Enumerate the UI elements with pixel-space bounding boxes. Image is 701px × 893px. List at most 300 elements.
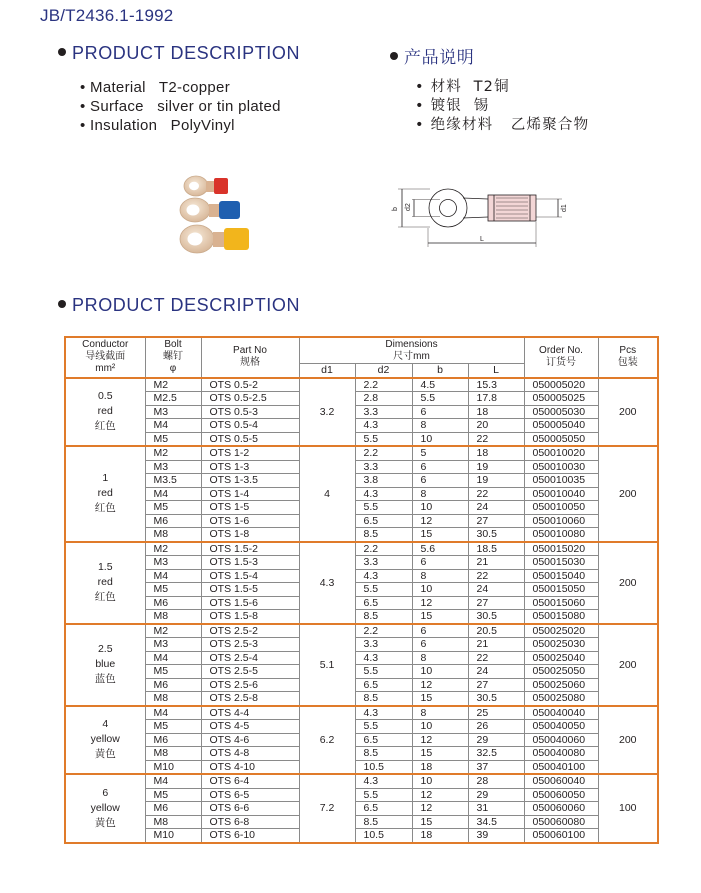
- b-cell: 12: [412, 788, 468, 802]
- d1-cell: 3.2: [299, 378, 355, 447]
- b-cell: 6: [412, 624, 468, 638]
- table-row: [65, 392, 658, 406]
- conductor-color-en: red: [97, 487, 113, 500]
- order-no-cell: 050010040: [524, 487, 598, 501]
- part-no-cell: OTS 1.5-4: [201, 569, 299, 583]
- conductor-size: 6: [102, 786, 109, 799]
- table-row: [65, 419, 658, 433]
- b-cell: 4.5: [412, 378, 468, 392]
- d2-cell: 5.5: [355, 501, 412, 515]
- b-cell: 18: [412, 829, 468, 843]
- part-no-cell: OTS 0.5-3: [201, 405, 299, 419]
- table-row: [65, 747, 658, 761]
- part-no-cell: OTS 1-6: [201, 514, 299, 528]
- table-row: [65, 378, 658, 392]
- desc-label: Material: [90, 79, 146, 96]
- table-row: [65, 583, 658, 597]
- b-cell: 8: [412, 651, 468, 665]
- bolt-cell: M2: [145, 542, 201, 556]
- d2-cell: 5.5: [355, 583, 412, 597]
- b-cell: 15: [412, 528, 468, 542]
- section-heading-table-text: PRODUCT DESCRIPTION: [72, 295, 301, 315]
- d2-cell: 2.2: [355, 624, 412, 638]
- dim-label-L: L: [480, 236, 484, 243]
- bolt-cell: M5: [145, 501, 201, 515]
- header-pcs: [598, 337, 658, 378]
- part-no-cell: OTS 1-3: [201, 460, 299, 474]
- table-row: [65, 692, 658, 706]
- standard-number: JB/T2436.1-1992: [40, 6, 174, 25]
- table-row: [65, 651, 658, 665]
- L-cell: 29: [468, 733, 524, 747]
- L-cell: 21: [468, 556, 524, 570]
- table-row: [65, 446, 658, 460]
- bolt-cell: M4: [145, 651, 201, 665]
- bolt-cell: M10: [145, 829, 201, 843]
- header-dims-en: Dimensions: [385, 338, 438, 350]
- table-row: [65, 706, 658, 720]
- header-order-cn: 订货号: [546, 357, 576, 369]
- part-no-cell: OTS 2.5-8: [201, 692, 299, 706]
- bolt-cell: M8: [145, 747, 201, 761]
- L-cell: 19: [468, 460, 524, 474]
- order-no-cell: 050010050: [524, 501, 598, 515]
- part-no-cell: OTS 1-2: [201, 446, 299, 460]
- L-cell: 22: [468, 432, 524, 446]
- L-cell: 30.5: [468, 610, 524, 624]
- conductor-color-cn: 黄色: [94, 748, 116, 761]
- section-heading-cn: [390, 43, 474, 68]
- order-no-cell: 050010020: [524, 446, 598, 460]
- pcs-cell: 100: [598, 774, 658, 843]
- bolt-cell: M3: [145, 460, 201, 474]
- L-cell: 24: [468, 583, 524, 597]
- table-row: [65, 720, 658, 734]
- L-cell: 22: [468, 569, 524, 583]
- order-no-cell: 050005050: [524, 432, 598, 446]
- conductor-color-cn: 红色: [94, 420, 116, 433]
- desc-label: 材料: [430, 79, 462, 95]
- order-no-cell: 050040080: [524, 747, 598, 761]
- L-cell: 31: [468, 802, 524, 816]
- b-cell: 10: [412, 665, 468, 679]
- bolt-cell: M8: [145, 815, 201, 829]
- order-no-cell: 050010030: [524, 460, 598, 474]
- order-no-cell: 050040100: [524, 760, 598, 774]
- part-no-cell: OTS 6-5: [201, 788, 299, 802]
- b-cell: 5.6: [412, 542, 468, 556]
- dim-label-d1: d1: [561, 204, 568, 212]
- d2-cell: 8.5: [355, 528, 412, 542]
- order-no-cell: 050040040: [524, 706, 598, 720]
- order-no-cell: 050005030: [524, 405, 598, 419]
- conductor-cell: [65, 378, 145, 447]
- part-no-cell: OTS 1-3.5: [201, 474, 299, 488]
- part-no-cell: OTS 1.5-8: [201, 610, 299, 624]
- d2-cell: 6.5: [355, 678, 412, 692]
- d1-cell: 6.2: [299, 706, 355, 775]
- part-no-cell: OTS 1-8: [201, 528, 299, 542]
- order-no-cell: 050015020: [524, 542, 598, 556]
- L-cell: 39: [468, 829, 524, 843]
- part-no-cell: OTS 1.5-5: [201, 583, 299, 597]
- conductor-color-en: blue: [95, 658, 116, 670]
- order-no-cell: 050025080: [524, 692, 598, 706]
- order-no-cell: 050060100: [524, 829, 598, 843]
- d2-cell: 6.5: [355, 802, 412, 816]
- bolt-cell: M3: [145, 556, 201, 570]
- part-no-cell: OTS 1.5-2: [201, 542, 299, 556]
- description-list-cn: [415, 78, 589, 135]
- dimension-drawing: [388, 186, 574, 250]
- d2-cell: 5.5: [355, 788, 412, 802]
- part-no-cell: OTS 4-5: [201, 720, 299, 734]
- L-cell: 19: [468, 474, 524, 488]
- header-part-cn: 规格: [240, 357, 260, 369]
- part-no-cell: OTS 4-10: [201, 760, 299, 774]
- header-dims-cn: 尺寸mm: [393, 350, 430, 362]
- desc-label: Surface: [90, 98, 144, 115]
- description-item: • 材料 T2铜: [415, 79, 510, 95]
- yellow-terminal-icon: [180, 225, 249, 253]
- bolt-cell: M4: [145, 706, 201, 720]
- conductor-color-cn: 蓝色: [94, 673, 116, 685]
- L-cell: 37: [468, 760, 524, 774]
- L-cell: 32.5: [468, 747, 524, 761]
- L-cell: 27: [468, 596, 524, 610]
- order-no-cell: 050005025: [524, 392, 598, 406]
- bolt-cell: M3: [145, 638, 201, 652]
- bolt-cell: M5: [145, 432, 201, 446]
- red-terminal-icon: [184, 176, 228, 196]
- desc-value: T2铜: [473, 79, 510, 95]
- b-cell: 6: [412, 638, 468, 652]
- section-heading-en-text: PRODUCT DESCRIPTION: [72, 43, 301, 63]
- part-no-cell: OTS 1-4: [201, 487, 299, 501]
- table-row: [65, 556, 658, 570]
- L-cell: 18: [468, 405, 524, 419]
- b-cell: 6: [412, 474, 468, 488]
- table-row: [65, 788, 658, 802]
- table-row: [65, 815, 658, 829]
- d2-cell: 8.5: [355, 815, 412, 829]
- header-pcs-cn: 包装: [617, 357, 638, 369]
- order-no-cell: 050010060: [524, 514, 598, 528]
- desc-label: 镀银: [430, 98, 462, 114]
- part-no-cell: OTS 2.5-3: [201, 638, 299, 652]
- conductor-cell: [65, 706, 145, 775]
- table-row: [65, 665, 658, 679]
- L-cell: 20.5: [468, 624, 524, 638]
- d1-cell: 4: [299, 446, 355, 542]
- order-no-cell: 050040060: [524, 733, 598, 747]
- L-cell: 28: [468, 774, 524, 788]
- desc-value: 锡: [473, 98, 490, 114]
- b-cell: 12: [412, 678, 468, 692]
- d2-cell: 8.5: [355, 692, 412, 706]
- part-no-cell: OTS 4-6: [201, 733, 299, 747]
- table-row: [65, 569, 658, 583]
- b-cell: 8: [412, 419, 468, 433]
- order-no-cell: 050010080: [524, 528, 598, 542]
- pcs-cell: 200: [598, 378, 658, 447]
- table-row: [65, 596, 658, 610]
- d2-cell: 5.5: [355, 720, 412, 734]
- table-row: [65, 528, 658, 542]
- header-bolt-cn: 螺钉: [163, 351, 183, 363]
- desc-value: PolyVinyl: [170, 117, 235, 134]
- terminal-photo-image: [178, 172, 258, 258]
- conductor-color-en: red: [97, 405, 113, 418]
- d2-cell: 2.2: [355, 446, 412, 460]
- order-no-cell: 050060080: [524, 815, 598, 829]
- d2-cell: 3.3: [355, 405, 412, 419]
- bolt-cell: M2.5: [145, 392, 201, 406]
- b-cell: 10: [412, 432, 468, 446]
- d2-cell: 5.5: [355, 665, 412, 679]
- order-no-cell: 050015040: [524, 569, 598, 583]
- table-row: [65, 638, 658, 652]
- table-row: [65, 514, 658, 528]
- table-row: [65, 487, 658, 501]
- header-bolt-sym: φ: [169, 363, 177, 375]
- table-row: [65, 802, 658, 816]
- header-conductor-en: Conductor: [82, 339, 129, 351]
- b-cell: 10: [412, 583, 468, 597]
- d1-cell: 7.2: [299, 774, 355, 843]
- bolt-cell: M5: [145, 583, 201, 597]
- bolt-cell: M10: [145, 760, 201, 774]
- d2-cell: 4.3: [355, 706, 412, 720]
- L-cell: 17.8: [468, 392, 524, 406]
- d2-cell: 8.5: [355, 747, 412, 761]
- header-part-en: Part No: [233, 345, 267, 357]
- part-no-cell: OTS 6-10: [201, 829, 299, 843]
- header-dimensions: [299, 337, 524, 364]
- dim-label-d2: d2: [405, 203, 412, 211]
- description-item: • 镀银 锡: [415, 98, 490, 114]
- header-d1: d1: [299, 364, 355, 378]
- order-no-cell: 050025040: [524, 651, 598, 665]
- b-cell: 6: [412, 556, 468, 570]
- description-list-en: [80, 78, 281, 135]
- b-cell: 12: [412, 596, 468, 610]
- bolt-cell: M2: [145, 446, 201, 460]
- description-item: • 绝缘材料 乙烯聚合物: [415, 117, 590, 133]
- bolt-cell: M4: [145, 487, 201, 501]
- header-bolt: [145, 337, 201, 378]
- blue-terminal-icon: [180, 198, 240, 222]
- part-no-cell: OTS 0.5-5: [201, 432, 299, 446]
- conductor-color-cn: 红色: [94, 591, 116, 603]
- b-cell: 10: [412, 501, 468, 515]
- conductor-cell: [65, 446, 145, 542]
- conductor-color-en: yellow: [90, 801, 120, 814]
- conductor-color-cn: 红色: [94, 502, 116, 515]
- L-cell: 22: [468, 487, 524, 501]
- L-cell: 27: [468, 678, 524, 692]
- spec-table: [64, 336, 659, 844]
- bullet-dot: [390, 52, 398, 60]
- header-conductor: [65, 337, 145, 378]
- table-row: [65, 678, 658, 692]
- L-cell: 21: [468, 638, 524, 652]
- order-no-cell: 050015030: [524, 556, 598, 570]
- table-row: [65, 474, 658, 488]
- bolt-cell: M3.5: [145, 474, 201, 488]
- order-no-cell: 050015080: [524, 610, 598, 624]
- d2-cell: 2.8: [355, 392, 412, 406]
- dim-label-b: b: [392, 207, 399, 211]
- table-row: [65, 733, 658, 747]
- d2-cell: 6.5: [355, 733, 412, 747]
- b-cell: 5.5: [412, 392, 468, 406]
- order-no-cell: 050015050: [524, 583, 598, 597]
- b-cell: 18: [412, 760, 468, 774]
- b-cell: 8: [412, 706, 468, 720]
- desc-value: T2-copper: [158, 79, 230, 96]
- L-cell: 15.3: [468, 378, 524, 392]
- b-cell: 15: [412, 610, 468, 624]
- d2-cell: 3.3: [355, 638, 412, 652]
- desc-value: 乙烯聚合物: [510, 117, 590, 133]
- conductor-cell: [65, 542, 145, 624]
- part-no-cell: OTS 1-5: [201, 501, 299, 515]
- header-order-en: Order No.: [539, 345, 583, 357]
- d1-cell: 5.1: [299, 624, 355, 706]
- b-cell: 15: [412, 692, 468, 706]
- order-no-cell: 050005020: [524, 378, 598, 392]
- desc-value: silver or tin plated: [157, 98, 281, 115]
- header-L: L: [468, 364, 524, 378]
- b-cell: 6: [412, 460, 468, 474]
- conductor-color-cn: 黄色: [94, 816, 116, 829]
- part-no-cell: OTS 6-4: [201, 774, 299, 788]
- table-body: [65, 378, 658, 843]
- d2-cell: 3.8: [355, 474, 412, 488]
- part-no-cell: OTS 4-4: [201, 706, 299, 720]
- header-order: [524, 337, 598, 378]
- d2-cell: 6.5: [355, 514, 412, 528]
- order-no-cell: 050040050: [524, 720, 598, 734]
- part-no-cell: OTS 0.5-4: [201, 419, 299, 433]
- conductor-cell: [65, 774, 145, 843]
- bolt-cell: M3: [145, 405, 201, 419]
- pcs-cell: 200: [598, 446, 658, 542]
- b-cell: 12: [412, 514, 468, 528]
- b-cell: 6: [412, 405, 468, 419]
- pcs-cell: 200: [598, 542, 658, 624]
- bolt-cell: M6: [145, 678, 201, 692]
- part-no-cell: OTS 2.5-6: [201, 678, 299, 692]
- table-row: [65, 624, 658, 638]
- bolt-cell: M2: [145, 624, 201, 638]
- header-conductor-cn: 导线截面: [85, 351, 126, 363]
- conductor-size: 1: [102, 472, 109, 485]
- d2-cell: 4.3: [355, 569, 412, 583]
- L-cell: 34.5: [468, 815, 524, 829]
- d2-cell: 4.3: [355, 487, 412, 501]
- table-row: [65, 774, 658, 788]
- bolt-cell: M5: [145, 665, 201, 679]
- conductor-size: 0.5: [97, 390, 113, 403]
- desc-label: 绝缘材料: [430, 117, 494, 133]
- d2-cell: 4.3: [355, 651, 412, 665]
- conductor-color-en: red: [97, 576, 113, 588]
- conductor-size: 2.5: [97, 643, 113, 655]
- d2-cell: 2.2: [355, 378, 412, 392]
- L-cell: 30.5: [468, 528, 524, 542]
- bullet-dot: [58, 300, 66, 308]
- d2-cell: 3.3: [355, 460, 412, 474]
- section-heading-en: [58, 43, 300, 64]
- table-row: [65, 542, 658, 556]
- bolt-cell: M2: [145, 378, 201, 392]
- part-no-cell: OTS 6-8: [201, 815, 299, 829]
- section-heading-cn-text: 产品说明: [404, 48, 475, 68]
- L-cell: 24: [468, 501, 524, 515]
- bolt-cell: M4: [145, 774, 201, 788]
- L-cell: 30.5: [468, 692, 524, 706]
- order-no-cell: 050025020: [524, 624, 598, 638]
- header-pcs-en: Pcs: [619, 345, 637, 357]
- bolt-cell: M8: [145, 692, 201, 706]
- b-cell: 15: [412, 747, 468, 761]
- d2-cell: 10.5: [355, 829, 412, 843]
- bolt-cell: M6: [145, 596, 201, 610]
- table-row: [65, 760, 658, 774]
- order-no-cell: 050005040: [524, 419, 598, 433]
- table-row: [65, 610, 658, 624]
- d2-cell: 4.3: [355, 774, 412, 788]
- part-no-cell: OTS 2.5-2: [201, 624, 299, 638]
- bolt-cell: M5: [145, 720, 201, 734]
- order-no-cell: 050060060: [524, 802, 598, 816]
- L-cell: 22: [468, 651, 524, 665]
- description-item: • Insulation PolyVinyl: [80, 117, 235, 134]
- L-cell: 18: [468, 446, 524, 460]
- table-row: [65, 829, 658, 843]
- d2-cell: 10.5: [355, 760, 412, 774]
- bolt-cell: M6: [145, 514, 201, 528]
- order-no-cell: 050060040: [524, 774, 598, 788]
- bolt-cell: M8: [145, 610, 201, 624]
- d2-cell: 2.2: [355, 542, 412, 556]
- b-cell: 5: [412, 446, 468, 460]
- pcs-cell: 200: [598, 706, 658, 775]
- b-cell: 10: [412, 720, 468, 734]
- b-cell: 12: [412, 802, 468, 816]
- L-cell: 26: [468, 720, 524, 734]
- section-heading-table: [58, 295, 300, 316]
- conductor-size: 4: [102, 718, 109, 731]
- L-cell: 18.5: [468, 542, 524, 556]
- table-row: [65, 432, 658, 446]
- part-no-cell: OTS 1.5-6: [201, 596, 299, 610]
- b-cell: 8: [412, 487, 468, 501]
- d2-cell: 5.5: [355, 432, 412, 446]
- description-item: • Material T2-copper: [80, 79, 230, 96]
- bolt-cell: M5: [145, 788, 201, 802]
- header-part: [201, 337, 299, 378]
- L-cell: 20: [468, 419, 524, 433]
- header-bolt-en: Bolt: [164, 339, 182, 351]
- b-cell: 15: [412, 815, 468, 829]
- bolt-cell: M6: [145, 802, 201, 816]
- part-no-cell: OTS 2.5-4: [201, 651, 299, 665]
- part-no-cell: OTS 2.5-5: [201, 665, 299, 679]
- b-cell: 10: [412, 774, 468, 788]
